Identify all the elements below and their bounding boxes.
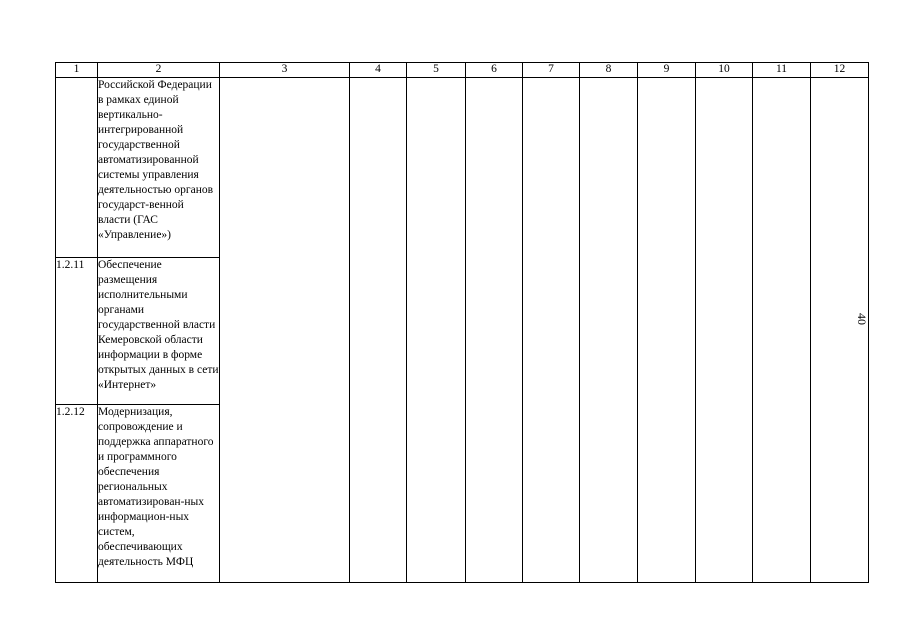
empty-cell-col7: [523, 78, 580, 583]
column-header-4: 4: [350, 63, 407, 78]
column-header-10: 10: [696, 63, 753, 78]
empty-cell-col5: [407, 78, 466, 583]
empty-cell-col3: [220, 78, 350, 583]
empty-cell-col11: [753, 78, 811, 583]
empty-cell-col4: [350, 78, 407, 583]
page-number: 40: [855, 313, 869, 325]
empty-cell-col9: [638, 78, 696, 583]
column-header-8: 8: [580, 63, 638, 78]
column-header-3: 3: [220, 63, 350, 78]
empty-cell-col12: [811, 78, 869, 583]
column-header-9: 9: [638, 63, 696, 78]
empty-cell-col8: [580, 78, 638, 583]
row-description: Модернизация, сопровождение и поддержка аппаратного и программного обеспечения региональных автоматизирован-ных информацион-ных систем, обеспечивающих деятельность МФЦ: [98, 405, 220, 583]
empty-cell-col6: [466, 78, 523, 583]
table-row: [56, 78, 869, 258]
row-description: Обеспечение размещения исполнительными органами государственной власти Кемеровской области информации в форме открытых данных в сети «Интернет»: [98, 258, 220, 405]
column-header-6: 6: [466, 63, 523, 78]
column-header-2: 2: [98, 63, 220, 78]
empty-cell-col10: [696, 78, 753, 583]
header-row: [56, 63, 869, 78]
column-header-7: 7: [523, 63, 580, 78]
column-header-1: 1: [56, 63, 98, 78]
column-header-12: 12: [811, 63, 869, 78]
column-header-11: 11: [753, 63, 811, 78]
column-header-5: 5: [407, 63, 466, 78]
row-number: 1.2.11: [56, 258, 98, 405]
row-number: 1.2.12: [56, 405, 98, 583]
row-description: Российской Федерации в рамках единой вертикально-интегрированной государственной автоматизированной системы управления деятельностью органов государст-венной власти (ГАС «Управление»): [98, 78, 220, 258]
program-table: [55, 62, 869, 583]
row-number: [56, 78, 98, 258]
